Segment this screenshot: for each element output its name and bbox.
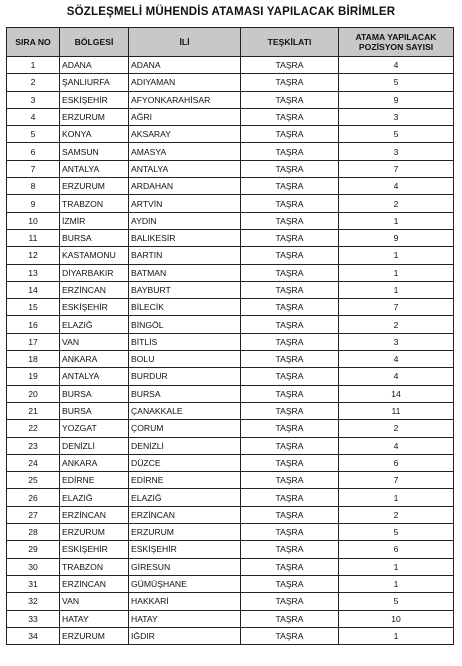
header-ili: İLİ (129, 28, 241, 57)
cell-ili: BOLU (129, 351, 241, 368)
cell-teskilati: TAŞRA (241, 506, 339, 523)
cell-bolgesi: ŞANLIURFA (60, 74, 129, 91)
cell-ili: BAYBURT (129, 281, 241, 298)
cell-ili: GÜMÜŞHANE (129, 575, 241, 592)
cell-teskilati: TAŞRA (241, 575, 339, 592)
cell-pozisyon-sayisi: 4 (339, 351, 454, 368)
cell-teskilati: TAŞRA (241, 454, 339, 471)
cell-pozisyon-sayisi: 5 (339, 126, 454, 143)
cell-pozisyon-sayisi: 14 (339, 385, 454, 402)
cell-teskilati: TAŞRA (241, 558, 339, 575)
cell-pozisyon-sayisi: 6 (339, 454, 454, 471)
cell-ili: AFYONKARAHİSAR (129, 91, 241, 108)
cell-bolgesi: ERZURUM (60, 627, 129, 644)
cell-ili: BURDUR (129, 368, 241, 385)
cell-pozisyon-sayisi: 5 (339, 74, 454, 91)
header-row (7, 28, 454, 57)
cell-ili: BATMAN (129, 264, 241, 281)
cell-teskilati: TAŞRA (241, 385, 339, 402)
table-row (7, 281, 454, 298)
table-row (7, 368, 454, 385)
cell-ili: AYDIN (129, 212, 241, 229)
table-row (7, 472, 454, 489)
table-row (7, 454, 454, 471)
cell-sira-no: 18 (7, 351, 60, 368)
cell-teskilati: TAŞRA (241, 299, 339, 316)
cell-sira-no: 15 (7, 299, 60, 316)
table-row (7, 178, 454, 195)
cell-teskilati: TAŞRA (241, 316, 339, 333)
cell-pozisyon-sayisi: 4 (339, 437, 454, 454)
table-row (7, 420, 454, 437)
cell-ili: ARTVİN (129, 195, 241, 212)
table-row (7, 316, 454, 333)
cell-sira-no: 32 (7, 593, 60, 610)
cell-pozisyon-sayisi: 7 (339, 472, 454, 489)
cell-sira-no: 17 (7, 333, 60, 350)
cell-bolgesi: ANTALYA (60, 368, 129, 385)
cell-ili: BİNGÖL (129, 316, 241, 333)
cell-bolgesi: VAN (60, 333, 129, 350)
cell-teskilati: TAŞRA (241, 333, 339, 350)
cell-sira-no: 13 (7, 264, 60, 281)
cell-ili: EDİRNE (129, 472, 241, 489)
cell-ili: ADIYAMAN (129, 74, 241, 91)
assignment-table (6, 27, 454, 645)
cell-ili: ANTALYA (129, 160, 241, 177)
cell-pozisyon-sayisi: 3 (339, 333, 454, 350)
cell-teskilati: TAŞRA (241, 264, 339, 281)
table-row (7, 506, 454, 523)
cell-bolgesi: ANKARA (60, 351, 129, 368)
cell-sira-no: 4 (7, 108, 60, 125)
cell-teskilati: TAŞRA (241, 368, 339, 385)
cell-teskilati: TAŞRA (241, 472, 339, 489)
cell-bolgesi: ESKİŞEHİR (60, 91, 129, 108)
cell-sira-no: 28 (7, 524, 60, 541)
table-row (7, 229, 454, 246)
cell-bolgesi: KASTAMONU (60, 247, 129, 264)
cell-bolgesi: DENİZLİ (60, 437, 129, 454)
cell-teskilati: TAŞRA (241, 160, 339, 177)
table-body (7, 57, 454, 645)
cell-pozisyon-sayisi: 4 (339, 368, 454, 385)
cell-teskilati: TAŞRA (241, 627, 339, 644)
cell-bolgesi: SAMSUN (60, 143, 129, 160)
cell-teskilati: TAŞRA (241, 229, 339, 246)
cell-ili: BARTIN (129, 247, 241, 264)
cell-bolgesi: ESKİŞEHİR (60, 299, 129, 316)
cell-sira-no: 9 (7, 195, 60, 212)
cell-sira-no: 20 (7, 385, 60, 402)
cell-bolgesi: BURSA (60, 229, 129, 246)
cell-teskilati: TAŞRA (241, 74, 339, 91)
cell-ili: ARDAHAN (129, 178, 241, 195)
table-row (7, 108, 454, 125)
cell-sira-no: 2 (7, 74, 60, 91)
cell-pozisyon-sayisi: 4 (339, 57, 454, 74)
cell-ili: ELAZIĞ (129, 489, 241, 506)
cell-ili: ESKİŞEHİR (129, 541, 241, 558)
cell-teskilati: TAŞRA (241, 178, 339, 195)
cell-bolgesi: TRABZON (60, 195, 129, 212)
cell-ili: ERZURUM (129, 524, 241, 541)
header-pozisyon-line2: POZİSYON SAYISI (358, 42, 434, 52)
table-row (7, 57, 454, 74)
cell-bolgesi: ERZURUM (60, 524, 129, 541)
table-row (7, 524, 454, 541)
cell-teskilati: TAŞRA (241, 126, 339, 143)
cell-teskilati: TAŞRA (241, 195, 339, 212)
table-row (7, 627, 454, 644)
cell-sira-no: 25 (7, 472, 60, 489)
cell-sira-no: 8 (7, 178, 60, 195)
cell-pozisyon-sayisi: 10 (339, 610, 454, 627)
cell-teskilati: TAŞRA (241, 351, 339, 368)
table-row (7, 593, 454, 610)
header-pozisyon-sayisi (339, 28, 454, 57)
cell-sira-no: 23 (7, 437, 60, 454)
table-row (7, 541, 454, 558)
cell-bolgesi: HATAY (60, 610, 129, 627)
cell-ili: AĞRI (129, 108, 241, 125)
cell-bolgesi: EDİRNE (60, 472, 129, 489)
cell-pozisyon-sayisi: 11 (339, 402, 454, 419)
table-row (7, 610, 454, 627)
table-row (7, 489, 454, 506)
table-row (7, 247, 454, 264)
cell-teskilati: TAŞRA (241, 212, 339, 229)
cell-ili: BURSA (129, 385, 241, 402)
cell-bolgesi: ERZURUM (60, 178, 129, 195)
cell-teskilati: TAŞRA (241, 91, 339, 108)
cell-ili: HAKKARİ (129, 593, 241, 610)
cell-pozisyon-sayisi: 3 (339, 108, 454, 125)
cell-bolgesi: İZMİR (60, 212, 129, 229)
cell-teskilati: TAŞRA (241, 489, 339, 506)
cell-sira-no: 14 (7, 281, 60, 298)
cell-ili: IĞDIR (129, 627, 241, 644)
cell-pozisyon-sayisi: 5 (339, 593, 454, 610)
cell-bolgesi: ERZİNCAN (60, 506, 129, 523)
table-row (7, 74, 454, 91)
cell-ili: BİTLİS (129, 333, 241, 350)
cell-ili: BALIKESİR (129, 229, 241, 246)
table-row (7, 299, 454, 316)
cell-teskilati: TAŞRA (241, 281, 339, 298)
cell-teskilati: TAŞRA (241, 247, 339, 264)
table-row (7, 333, 454, 350)
table-row (7, 212, 454, 229)
cell-bolgesi: ERZİNCAN (60, 281, 129, 298)
cell-sira-no: 6 (7, 143, 60, 160)
cell-sira-no: 10 (7, 212, 60, 229)
cell-bolgesi: ERZİNCAN (60, 575, 129, 592)
table-row (7, 385, 454, 402)
cell-bolgesi: DİYARBAKIR (60, 264, 129, 281)
cell-sira-no: 21 (7, 402, 60, 419)
cell-pozisyon-sayisi: 9 (339, 229, 454, 246)
table-row (7, 264, 454, 281)
cell-bolgesi: ANKARA (60, 454, 129, 471)
table-row (7, 91, 454, 108)
cell-bolgesi: YOZGAT (60, 420, 129, 437)
cell-sira-no: 26 (7, 489, 60, 506)
cell-sira-no: 19 (7, 368, 60, 385)
table-row (7, 437, 454, 454)
cell-pozisyon-sayisi: 7 (339, 160, 454, 177)
cell-pozisyon-sayisi: 6 (339, 541, 454, 558)
cell-sira-no: 30 (7, 558, 60, 575)
cell-pozisyon-sayisi: 1 (339, 575, 454, 592)
cell-pozisyon-sayisi: 2 (339, 506, 454, 523)
cell-pozisyon-sayisi: 4 (339, 178, 454, 195)
cell-sira-no: 1 (7, 57, 60, 74)
cell-pozisyon-sayisi: 7 (339, 299, 454, 316)
cell-ili: ERZİNCAN (129, 506, 241, 523)
header-sira-no: SIRA NO (7, 28, 60, 57)
cell-teskilati: TAŞRA (241, 437, 339, 454)
cell-sira-no: 12 (7, 247, 60, 264)
cell-teskilati: TAŞRA (241, 610, 339, 627)
cell-pozisyon-sayisi: 1 (339, 558, 454, 575)
cell-sira-no: 22 (7, 420, 60, 437)
cell-pozisyon-sayisi: 2 (339, 195, 454, 212)
cell-teskilati: TAŞRA (241, 108, 339, 125)
cell-sira-no: 29 (7, 541, 60, 558)
cell-sira-no: 24 (7, 454, 60, 471)
cell-sira-no: 5 (7, 126, 60, 143)
page-title: SÖZLEŞMELİ MÜHENDİS ATAMASI YAPILACAK BİRİMLER (66, 6, 396, 18)
cell-ili: GİRESUN (129, 558, 241, 575)
cell-pozisyon-sayisi: 9 (339, 91, 454, 108)
header-bolgesi: BÖLGESİ (60, 28, 129, 57)
cell-bolgesi: VAN (60, 593, 129, 610)
cell-ili: HATAY (129, 610, 241, 627)
cell-pozisyon-sayisi: 2 (339, 316, 454, 333)
cell-bolgesi: ELAZIĞ (60, 489, 129, 506)
header-teskilati: TEŞKİLATI (241, 28, 339, 57)
table-header (7, 28, 454, 57)
cell-ili: AMASYA (129, 143, 241, 160)
cell-ili: BİLECİK (129, 299, 241, 316)
cell-sira-no: 7 (7, 160, 60, 177)
cell-pozisyon-sayisi: 1 (339, 264, 454, 281)
cell-pozisyon-sayisi: 3 (339, 143, 454, 160)
cell-sira-no: 33 (7, 610, 60, 627)
cell-sira-no: 34 (7, 627, 60, 644)
cell-ili: DÜZCE (129, 454, 241, 471)
cell-bolgesi: ERZURUM (60, 108, 129, 125)
table-row (7, 195, 454, 212)
table-row (7, 402, 454, 419)
table-row (7, 126, 454, 143)
cell-sira-no: 11 (7, 229, 60, 246)
cell-teskilati: TAŞRA (241, 143, 339, 160)
cell-sira-no: 3 (7, 91, 60, 108)
table-row (7, 558, 454, 575)
table-row (7, 351, 454, 368)
cell-ili: DENİZLİ (129, 437, 241, 454)
table-row (7, 160, 454, 177)
cell-teskilati: TAŞRA (241, 593, 339, 610)
cell-ili: ÇORUM (129, 420, 241, 437)
cell-pozisyon-sayisi: 1 (339, 281, 454, 298)
cell-sira-no: 27 (7, 506, 60, 523)
cell-bolgesi: ANTALYA (60, 160, 129, 177)
cell-teskilati: TAŞRA (241, 402, 339, 419)
cell-pozisyon-sayisi: 1 (339, 489, 454, 506)
cell-teskilati: TAŞRA (241, 57, 339, 74)
cell-pozisyon-sayisi: 1 (339, 627, 454, 644)
cell-pozisyon-sayisi: 1 (339, 247, 454, 264)
cell-teskilati: TAŞRA (241, 541, 339, 558)
cell-bolgesi: KONYA (60, 126, 129, 143)
cell-bolgesi: ADANA (60, 57, 129, 74)
cell-sira-no: 31 (7, 575, 60, 592)
table-row (7, 143, 454, 160)
table-row (7, 575, 454, 592)
cell-bolgesi: BURSA (60, 402, 129, 419)
cell-bolgesi: BURSA (60, 385, 129, 402)
cell-ili: AKSARAY (129, 126, 241, 143)
cell-teskilati: TAŞRA (241, 524, 339, 541)
cell-teskilati: TAŞRA (241, 420, 339, 437)
cell-pozisyon-sayisi: 2 (339, 420, 454, 437)
cell-bolgesi: TRABZON (60, 558, 129, 575)
cell-ili: ÇANAKKALE (129, 402, 241, 419)
cell-sira-no: 16 (7, 316, 60, 333)
cell-pozisyon-sayisi: 1 (339, 212, 454, 229)
cell-bolgesi: ELAZIĞ (60, 316, 129, 333)
header-pozisyon-line1: ATAMA YAPILACAK (355, 32, 437, 42)
cell-ili: ADANA (129, 57, 241, 74)
cell-bolgesi: ESKİŞEHİR (60, 541, 129, 558)
cell-pozisyon-sayisi: 5 (339, 524, 454, 541)
